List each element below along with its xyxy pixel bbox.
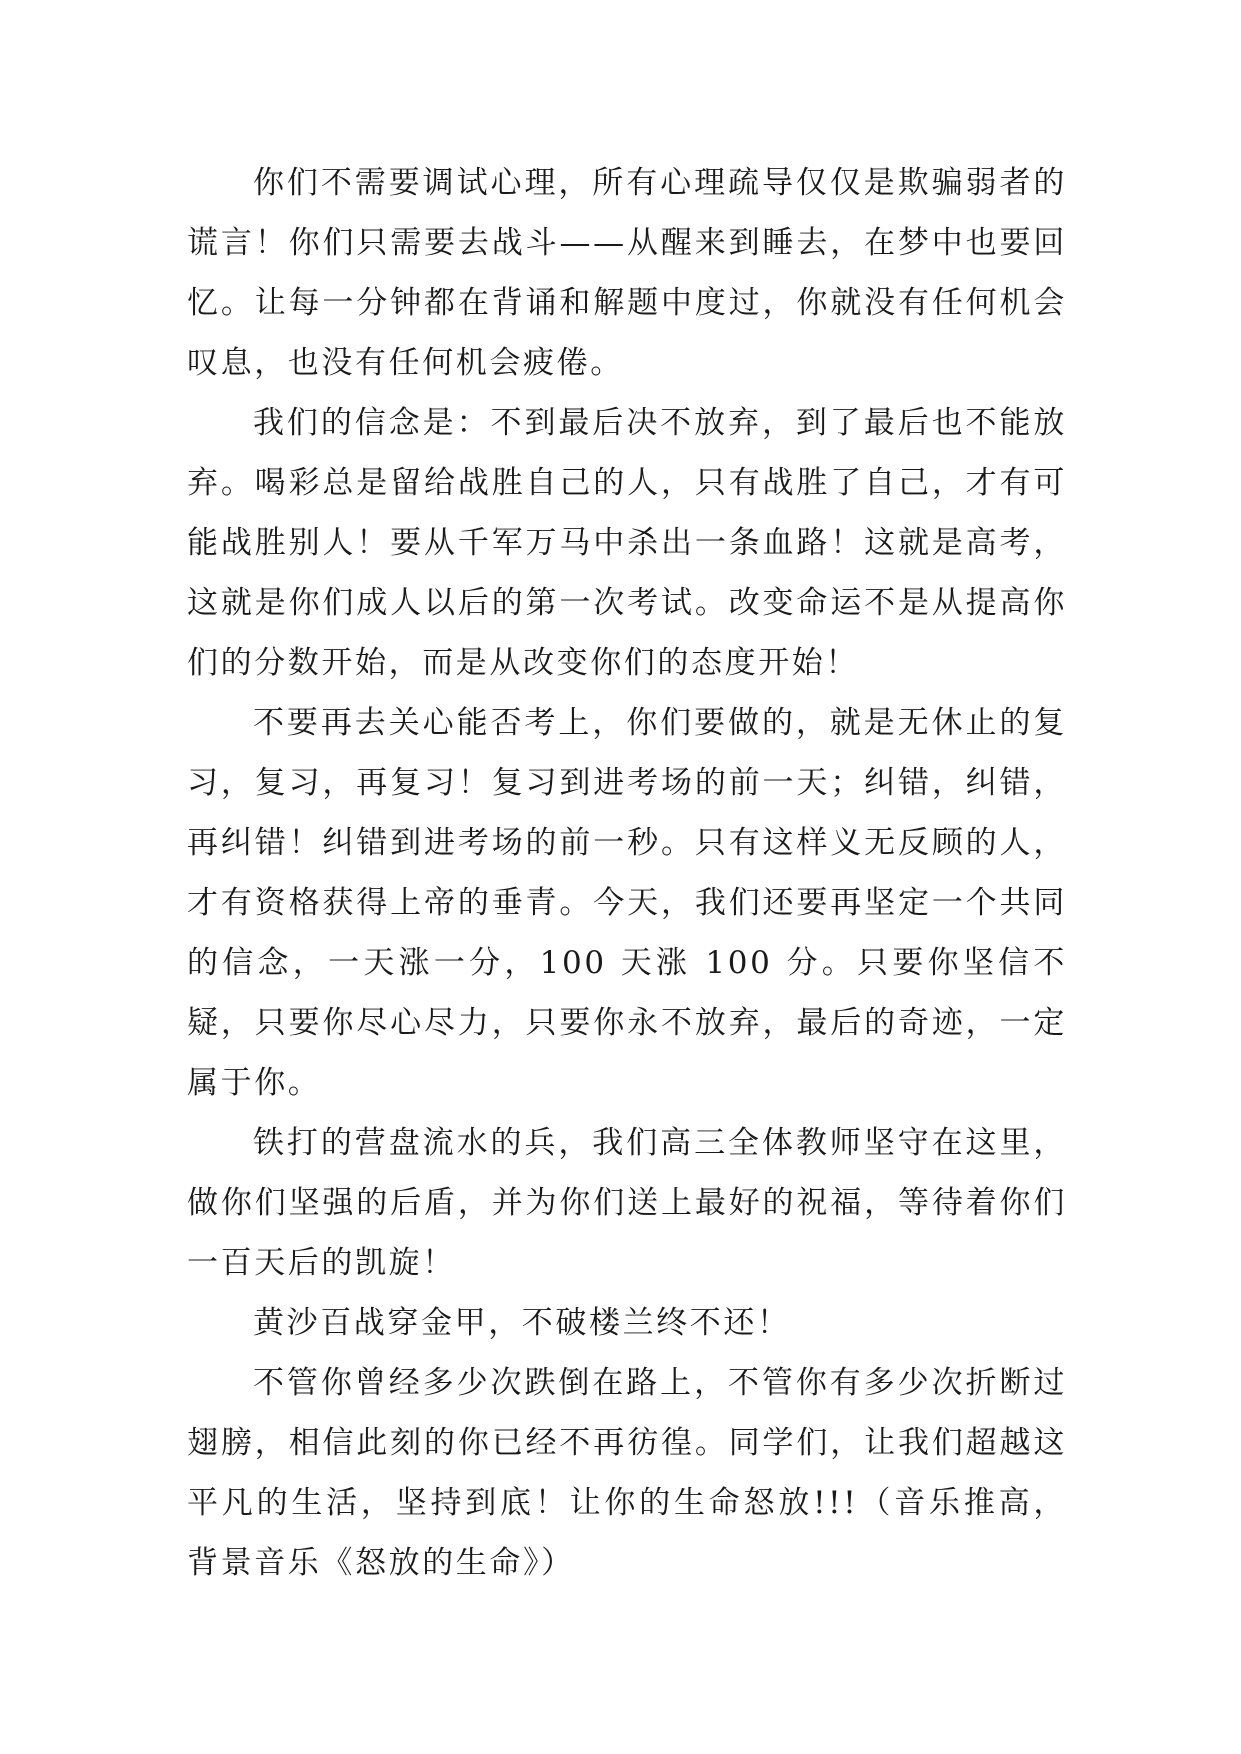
paragraph-3: 不要再去关心能否考上，你们要做的，就是无休止的复习，复习，再复习！复习到进考场的前一天；纠错，纠错，再纠错！纠错到进考场的前一秒。只有这样义无反顾的人，才有资格获得上帝的垂青。今天，我们还要再坚定一个共同的信念，一天涨一分，100 天涨 100 分。只要你坚信不疑，只要你尽心尽力，只要你永不放弃，最后的奇迹，一定属于你。 bbox=[187, 705, 1067, 1101]
document-body bbox=[187, 153, 1067, 1593]
paragraph-5: 黄沙百战穿金甲，不破楼兰终不还！ bbox=[253, 1305, 791, 1341]
paragraph-4: 铁打的营盘流水的兵，我们高三全体教师坚守在这里，做你们坚强的后盾，并为你们送上最好的祝福，等待着你们一百天后的凯旋！ bbox=[187, 1125, 1067, 1281]
paragraph-1: 你们不需要调试心理，所有心理疏导仅仅是欺骗弱者的谎言！你们只需要去战斗——从醒来到睡去，在梦中也要回忆。让每一分钟都在背诵和解题中度过，你就没有任何机会叹息，也没有任何机会疲倦。 bbox=[187, 165, 1067, 381]
paragraph-6: 不管你曾经多少次跌倒在路上，不管你有多少次折断过翅膀，相信此刻的你已经不再彷徨。同学们，让我们超越这平凡的生活，坚持到底！让你的生命怒放!!!（音乐推高，背景音乐《怒放的生命》） bbox=[187, 1365, 1067, 1581]
paragraph-2: 我们的信念是：不到最后决不放弃，到了最后也不能放弃。喝彩总是留给战胜自己的人，只有战胜了自己，才有可能战胜别人！要从千军万马中杀出一条血路！这就是高考，这就是你们成人以后的第一次考试。改变命运不是从提高你们的分数开始，而是从改变你们的态度开始！ bbox=[187, 405, 1067, 681]
